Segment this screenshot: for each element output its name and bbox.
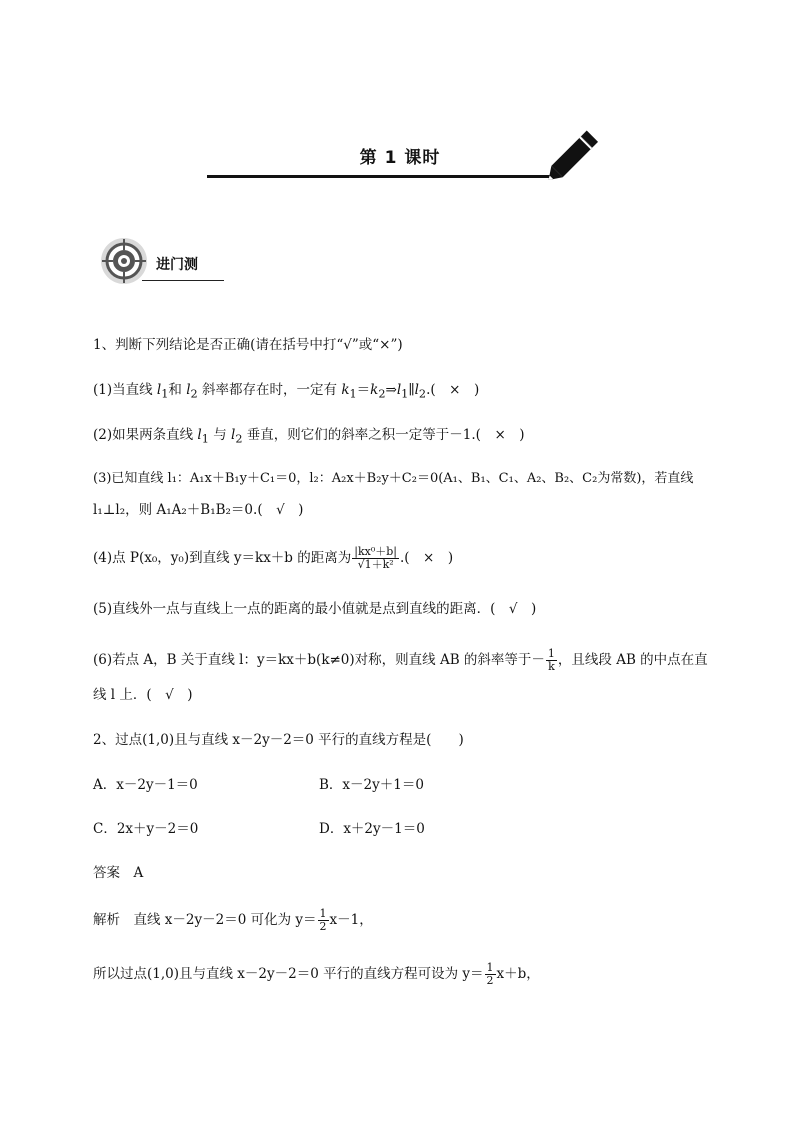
math-var: l bbox=[231, 427, 236, 443]
math-sub: 2 bbox=[235, 432, 243, 446]
math-sub: 2 bbox=[418, 387, 427, 401]
math-var: l bbox=[197, 427, 202, 443]
math-var: l bbox=[396, 382, 402, 398]
q1-item-5: (5)直线外一点与直线上一点的距离的最小值就是点到直线的距离．( √ ) bbox=[93, 601, 537, 617]
q1-item-6-line2: 线 l 上．( √ ) bbox=[93, 687, 193, 703]
item-text: (2)如果两条直线 bbox=[93, 427, 198, 443]
item-text: .( × ) bbox=[426, 382, 480, 398]
q1-item-4 bbox=[93, 546, 453, 571]
pencil-icon bbox=[545, 128, 603, 184]
target-icon bbox=[100, 237, 148, 285]
q2-stem: 2、过点(1,0)且与直线 x－2y－2＝0 平行的直线方程是( ) bbox=[93, 732, 464, 748]
math-var: k bbox=[341, 382, 350, 398]
fraction-numerator: 1 bbox=[319, 907, 327, 920]
item-text: (4)点 P(x₀，y₀)到直线 y＝kx＋b 的距离为 bbox=[93, 550, 352, 566]
math-sub: 1 bbox=[201, 432, 209, 446]
q2-analysis-line2 bbox=[93, 962, 540, 987]
item-text: (1)当直线 bbox=[93, 382, 157, 398]
section-label: 进门测 bbox=[156, 257, 198, 273]
item-text: (6)若点 A，B 关于直线 l：y＝kx＋b(k≠0)对称，则直线 AB 的斜率等于－ bbox=[93, 652, 545, 668]
half-fraction bbox=[318, 908, 329, 933]
fraction-numerator: 1 bbox=[486, 961, 494, 974]
item-text: .( × ) bbox=[399, 550, 454, 566]
q1-item-3-line2: l₁⊥l₂，则 A₁A₂＋B₁B₂＝0.( √ ) bbox=[93, 502, 304, 518]
math-sub: 1 bbox=[161, 387, 169, 401]
fraction-numerator: 1 bbox=[547, 647, 555, 660]
item-text: ⇒ bbox=[385, 382, 397, 398]
fraction-denominator: k bbox=[548, 660, 555, 673]
q1-item-6-line1 bbox=[93, 648, 708, 673]
half-fraction bbox=[485, 962, 496, 987]
lesson-header bbox=[207, 128, 597, 188]
q2-option-d: D．x＋2y－1＝0 bbox=[319, 821, 425, 837]
q1-item-3-line1: (3)已知直线 l₁：A₁x＋B₁y＋C₁＝0，l₂：A₂x＋B₂y＋C₂＝0(A₁、B₁、C₁、A₂、B₂、C₂为常数)，若直线 bbox=[93, 471, 694, 486]
q1-item-1 bbox=[93, 380, 479, 405]
math-var: l bbox=[186, 382, 191, 398]
q1-item-2 bbox=[93, 425, 525, 450]
item-text: ，且线段 AB 的中点在直 bbox=[557, 652, 708, 668]
item-text: x－1， bbox=[329, 912, 373, 928]
q1-stem: 1、判断下列结论是否正确(请在括号中打“√”或“×”) bbox=[93, 337, 403, 353]
math-sub: 1 bbox=[349, 387, 357, 401]
item-text: 斜率都存在时，一定有 bbox=[197, 382, 342, 398]
distance-fraction bbox=[352, 546, 399, 571]
q2-option-b: B．x－2y＋1＝0 bbox=[319, 777, 424, 793]
lesson-title: 第 1 课时 bbox=[359, 148, 441, 168]
q2-answer: 答案 A bbox=[93, 865, 144, 881]
math-var: k bbox=[370, 382, 379, 398]
math-var: l bbox=[156, 382, 162, 398]
math-sub: 2 bbox=[378, 387, 386, 401]
item-text: 和 bbox=[168, 382, 187, 398]
q2-analysis-line1 bbox=[93, 908, 373, 933]
section-heading bbox=[100, 237, 225, 287]
item-text: ＝ bbox=[356, 382, 371, 398]
section-underline bbox=[142, 280, 224, 281]
title-underline bbox=[207, 175, 555, 178]
item-text: ∥ bbox=[408, 382, 415, 398]
math-sub: 1 bbox=[401, 387, 409, 401]
fraction-denominator: √1＋k² bbox=[357, 558, 394, 571]
math-var: l bbox=[414, 382, 419, 398]
item-text: x＋b， bbox=[496, 966, 540, 982]
fraction-numerator: |kx⁰＋b| bbox=[354, 545, 397, 558]
math-sub: 2 bbox=[190, 387, 198, 401]
fraction-denominator: 2 bbox=[319, 920, 327, 933]
item-text: 与 bbox=[208, 427, 232, 443]
q2-option-a: A．x－2y－1＝0 bbox=[93, 777, 198, 793]
item-text: 垂直，则它们的斜率之积一定等于－1.( × ) bbox=[242, 427, 525, 443]
slope-fraction bbox=[546, 648, 557, 673]
item-text: 所以过点(1,0)且与直线 x－2y－2＝0 平行的直线方程可设为 y＝ bbox=[93, 966, 484, 982]
item-text: 解析 直线 x－2y－2＝0 可化为 y＝ bbox=[93, 912, 317, 928]
q2-option-c: C．2x＋y－2＝0 bbox=[93, 821, 199, 837]
fraction-denominator: 2 bbox=[486, 974, 494, 987]
